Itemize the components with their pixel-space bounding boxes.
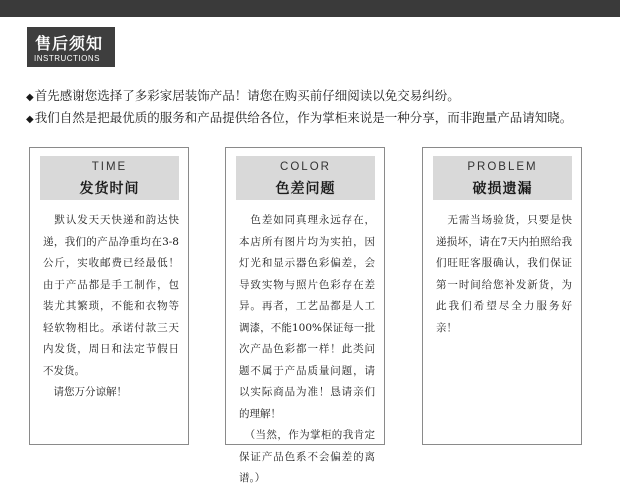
card-header bbox=[40, 156, 179, 200]
card-title-en: PROBLEM bbox=[467, 161, 538, 173]
card-paragraph: 无需当场验货，只要是快递损坏，请在7天内拍照给我们旺旺客服确认，我们保证第一时间给您补发新货，为此我们希望尽全力服务好亲！ bbox=[436, 214, 572, 334]
intro-line-2 bbox=[26, 110, 572, 128]
card-problem bbox=[422, 147, 582, 445]
card-body bbox=[436, 210, 572, 339]
diamond-bullet-icon: ◆ bbox=[26, 92, 34, 103]
card-title-en: COLOR bbox=[280, 161, 331, 173]
card-paragraph: （当然，作为掌柜的我肯定保证产品色系不会偏差的离谱。） bbox=[239, 429, 375, 484]
card-time bbox=[29, 147, 189, 445]
diamond-bullet-icon: ◆ bbox=[26, 114, 34, 125]
card-body bbox=[43, 210, 179, 404]
card-paragraph: 色差如同真理永远存在，本店所有图片均为实拍，因灯光和显示器色彩偏差，会导致实物与照片色彩存在差异。再者，工艺品都是人工调漆，不能100%保证每一批次产品色彩都一样！此类问题不属于产品质量问题，请以实际商品为准！恳请亲们的理解！ bbox=[239, 214, 375, 420]
card-body bbox=[239, 210, 375, 490]
card-paragraph: 默认发天天快递和韵达快递，我们的产品净重均在3-8公斤，实收邮费已经最低！由于产品都是手工制作，包装尤其繁琐，不能和衣物等轻软物相比。承诺付款三天内发货，周日和法定节假日不发货。 bbox=[43, 214, 179, 377]
top-bar bbox=[0, 0, 620, 17]
card-header bbox=[433, 156, 572, 200]
card-header bbox=[236, 156, 375, 200]
card-paragraph: 请您万分谅解！ bbox=[43, 386, 127, 398]
intro-text-1: 首先感谢您选择了多彩家居装饰产品！请您在购买前仔细阅读以免交易纠纷。 bbox=[34, 88, 460, 103]
card-title-zh: 色差问题 bbox=[275, 181, 336, 197]
card-title-zh: 发货时间 bbox=[79, 181, 140, 197]
badge-title: 售后须知 bbox=[35, 34, 104, 53]
card-title-en: TIME bbox=[91, 161, 128, 173]
card-title-zh: 破损遗漏 bbox=[472, 181, 533, 197]
intro-text-2: 我们自然是把最优质的服务和产品提供给各位，作为掌柜来说是一种分享，而非跑量产品请知晓。 bbox=[34, 110, 573, 125]
badge-subtitle: INSTRUCTIONS bbox=[34, 54, 100, 63]
intro-line-1 bbox=[26, 88, 460, 106]
instructions-badge bbox=[27, 27, 115, 67]
card-color bbox=[225, 147, 385, 484]
